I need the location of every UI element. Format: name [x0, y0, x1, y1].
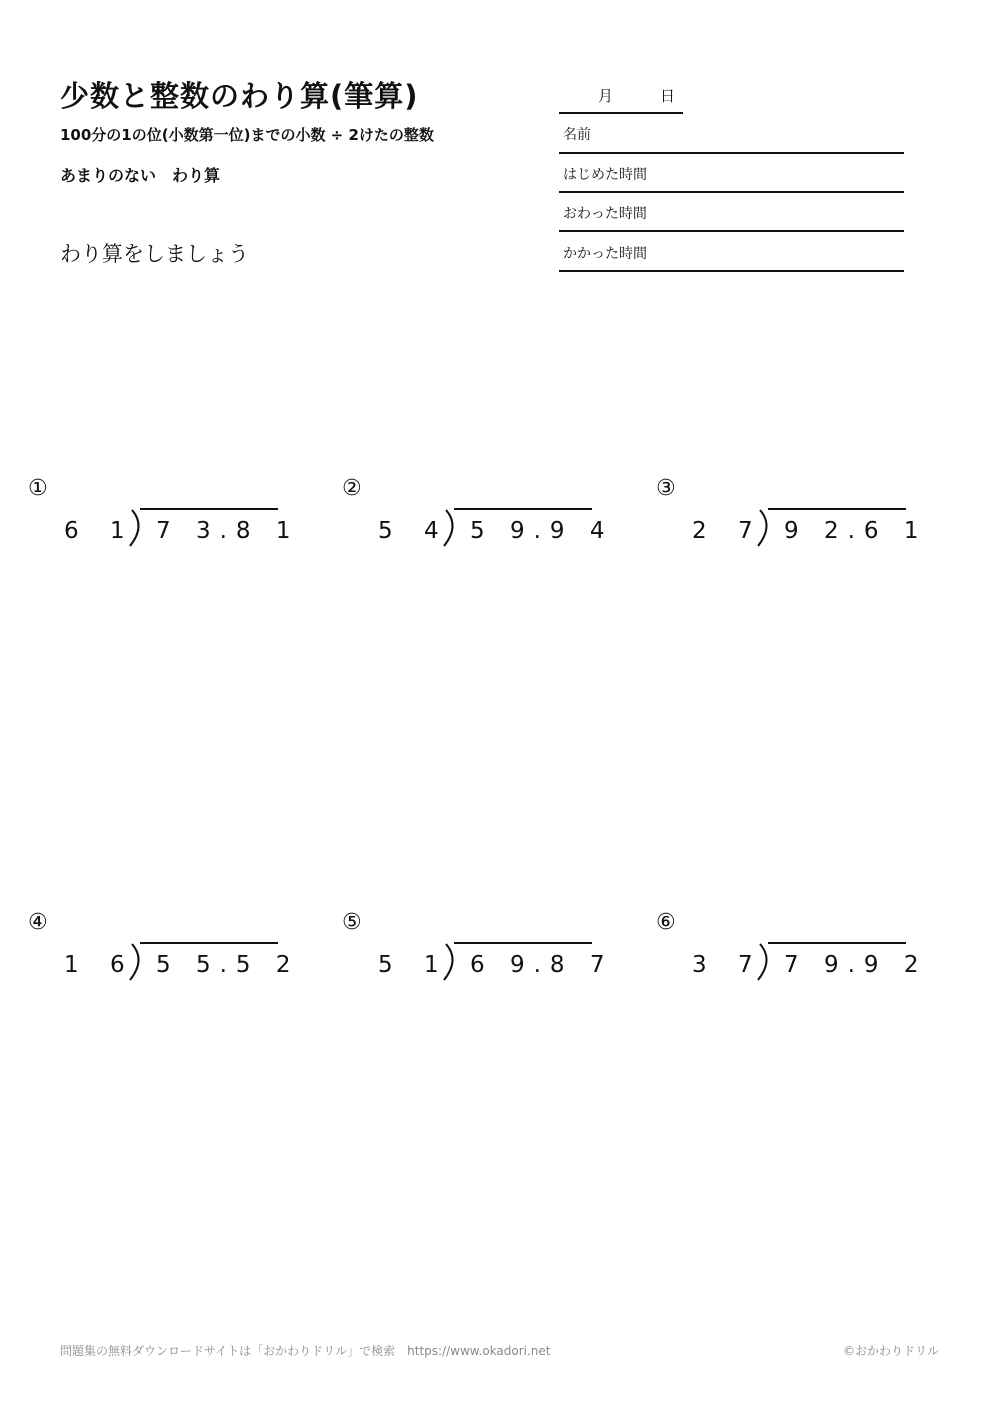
divisor: 2 7 [692, 518, 765, 544]
problem-5 [342, 910, 614, 992]
worksheet-note: あまりのない わり算 [60, 166, 221, 185]
worksheet-title: 少数と整数のわり算(筆算) [60, 79, 419, 113]
division-bracket-icon [752, 942, 782, 982]
start-time-label: はじめた時間 [563, 167, 647, 183]
division-bracket-icon [124, 942, 154, 982]
divisor: 1 6 [64, 952, 137, 978]
dividend: 7 3.8 1 [156, 518, 300, 544]
end-time-line[interactable] [559, 230, 904, 232]
division-bracket-icon [438, 942, 468, 982]
problem-number: ② [342, 476, 362, 501]
division-bracket-icon [124, 508, 154, 548]
division-bar [140, 508, 278, 510]
date-day-label: 日 [660, 87, 676, 105]
problem-number: ③ [656, 476, 676, 501]
problem-6 [656, 910, 928, 992]
name-field-label: 名前 [563, 127, 591, 143]
dividend: 9 2.6 1 [784, 518, 928, 544]
division-bar [454, 942, 592, 944]
footer-copyright: ©おかわりドリル [843, 1344, 940, 1358]
division-bracket-icon [752, 508, 782, 548]
problem-1 [28, 476, 300, 558]
dividend: 6 9.8 7 [470, 952, 614, 978]
name-field-line[interactable] [559, 152, 904, 154]
problem-number: ⑥ [656, 910, 676, 935]
footer-site-text: 問題集の無料ダウンロードサイトは「おかわりドリル」で検索 https://www.okadori.net [60, 1344, 551, 1358]
elapsed-time-line[interactable] [559, 270, 904, 272]
dividend: 7 9.9 2 [784, 952, 928, 978]
problem-3 [656, 476, 928, 558]
instruction-text: わり算をしましょう [60, 242, 249, 266]
problem-number: ④ [28, 910, 48, 935]
dividend: 5 5.5 2 [156, 952, 300, 978]
end-time-label: おわった時間 [563, 206, 647, 222]
start-time-line[interactable] [559, 191, 904, 193]
problem-number: ⑤ [342, 910, 362, 935]
divisor: 3 7 [692, 952, 765, 978]
division-bar [768, 508, 906, 510]
division-bracket-icon [438, 508, 468, 548]
division-bar [768, 942, 906, 944]
division-bar [454, 508, 592, 510]
divisor: 6 1 [64, 518, 137, 544]
date-month-label: 月 [598, 87, 614, 105]
problem-number: ① [28, 476, 48, 501]
worksheet-subtitle: 100分の1の位(小数第一位)までの小数 ÷ 2けたの整数 [60, 126, 434, 144]
divisor: 5 1 [378, 952, 451, 978]
date-underline [559, 112, 683, 114]
division-bar [140, 942, 278, 944]
problem-2 [342, 476, 614, 558]
dividend: 5 9.9 4 [470, 518, 614, 544]
elapsed-time-label: かかった時間 [563, 246, 647, 262]
divisor: 5 4 [378, 518, 451, 544]
problem-4 [28, 910, 300, 992]
